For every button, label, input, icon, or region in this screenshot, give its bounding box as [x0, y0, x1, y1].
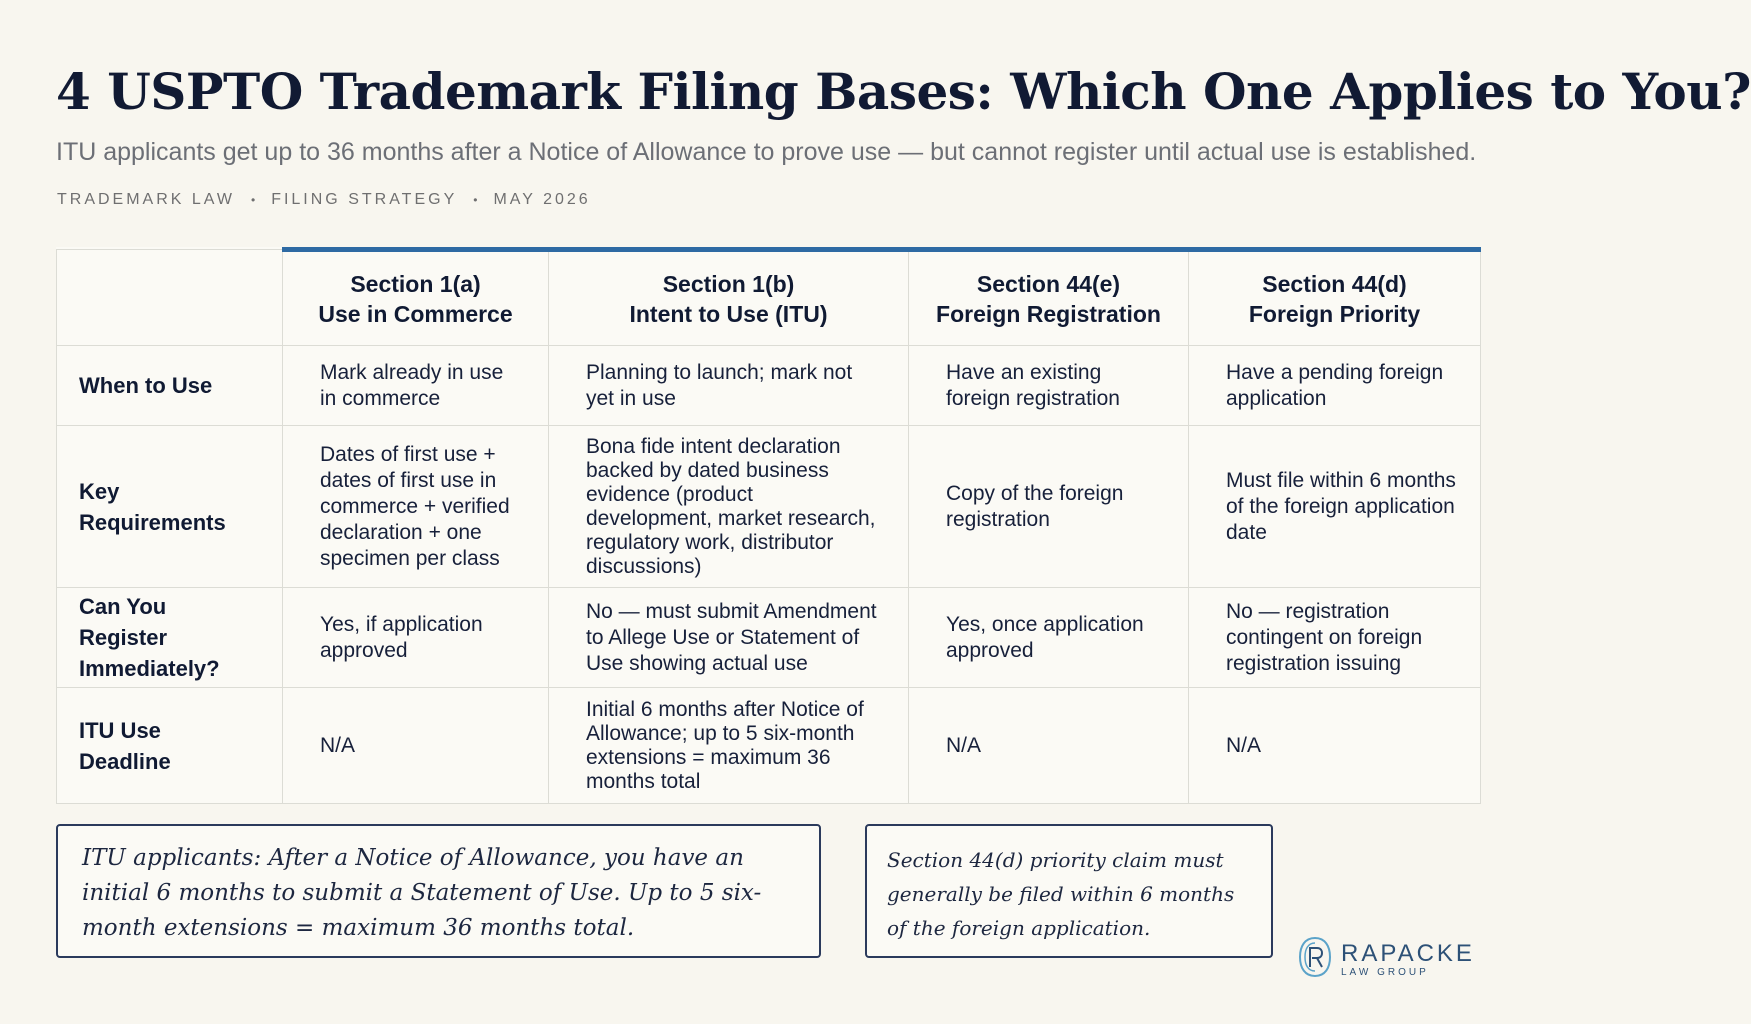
- table-cell: Initial 6 months after Notice of Allowance; up to 5 six-month extensions = maximum 36 months total: [549, 688, 909, 804]
- table-cell: Copy of the foreign registration: [909, 426, 1189, 588]
- table-cell: N/A: [909, 688, 1189, 804]
- table-cell: Dates of first use + dates of first use in commerce + verified declaration + one specimen per class: [283, 426, 549, 588]
- table-header-row: [57, 250, 1481, 346]
- table-cell: Have a pending foreign application: [1189, 346, 1481, 426]
- logo-name: RAPACKE: [1341, 939, 1475, 967]
- meta-topic: FILING STRATEGY: [271, 191, 458, 208]
- table-cell: N/A: [283, 688, 549, 804]
- meta-date: MAY 2026: [493, 191, 591, 208]
- meta-separator: •: [473, 193, 478, 207]
- column-header-section-1b: [549, 250, 909, 346]
- table-cell: Yes, if application approved: [283, 588, 549, 688]
- column-header-line1: Section 44(d): [1262, 270, 1407, 297]
- column-header-line2: Intent to Use (ITU): [629, 300, 828, 327]
- table-cell: Mark already in use in commerce: [283, 346, 549, 426]
- table-corner-cell: [57, 250, 283, 346]
- table-row-when-to-use: [57, 346, 1481, 426]
- rapacke-monogram-icon: [1297, 935, 1333, 984]
- column-header-line2: Use in Commerce: [318, 300, 513, 327]
- priority-note-box: Section 44(d) priority claim must generally be filed within 6 months of the foreign application.: [865, 824, 1273, 958]
- table-row-register-immediately: [57, 588, 1481, 688]
- row-label: When to Use: [57, 346, 283, 426]
- row-label: Key Requirements: [57, 426, 283, 588]
- table-row-itu-use-deadline: [57, 688, 1481, 804]
- column-header-section-44d: [1189, 250, 1481, 346]
- column-header-line1: Section 1(b): [662, 270, 795, 297]
- table-row-key-requirements: [57, 426, 1481, 588]
- row-label: ITU Use Deadline: [57, 688, 283, 804]
- filing-bases-table: [56, 247, 1481, 804]
- column-header-line2: Foreign Registration: [936, 300, 1161, 327]
- column-header-line1: Section 44(e): [976, 270, 1121, 297]
- table-cell: Bona fide intent declaration backed by dated business evidence (product development, market research, regulatory work, distributor discussions): [549, 426, 909, 588]
- meta-line: [57, 191, 591, 209]
- page-subtitle: ITU applicants get up to 36 months after a Notice of Allowance to prove use — but cannot register until actual use is established.: [56, 138, 1477, 166]
- table-cell: Yes, once application approved: [909, 588, 1189, 688]
- table-cell: Have an existing foreign registration: [909, 346, 1189, 426]
- table-cell: Must file within 6 months of the foreign application date: [1189, 426, 1481, 588]
- logo-subtitle: LAW GROUP: [1341, 966, 1429, 978]
- column-header-line1: Section 1(a): [350, 270, 481, 297]
- rapacke-logo: [1297, 935, 1475, 984]
- filing-bases-table-container: [56, 247, 1480, 801]
- table-cell: N/A: [1189, 688, 1481, 804]
- row-label: Can You Register Immediately?: [57, 588, 283, 688]
- table-cell: No — registration contingent on foreign registration issuing: [1189, 588, 1481, 688]
- meta-category: TRADEMARK LAW: [57, 191, 235, 208]
- logo-text: [1341, 941, 1475, 979]
- column-header-line2: Foreign Priority: [1248, 300, 1421, 327]
- column-header-section-1a: [283, 250, 549, 346]
- table-cell: Planning to launch; mark not yet in use: [549, 346, 909, 426]
- itu-note-box: ITU applicants: After a Notice of Allowance, you have an initial 6 months to submit a Statement of Use. Up to 5 six-month extensions = maximum 36 months total.: [56, 824, 821, 958]
- page-title: 4 USPTO Trademark Filing Bases: Which One Applies to You?: [56, 62, 1751, 121]
- table-cell: No — must submit Amendment to Allege Use or Statement of Use showing actual use: [549, 588, 909, 688]
- meta-separator: •: [250, 193, 256, 207]
- column-header-section-44e: [909, 250, 1189, 346]
